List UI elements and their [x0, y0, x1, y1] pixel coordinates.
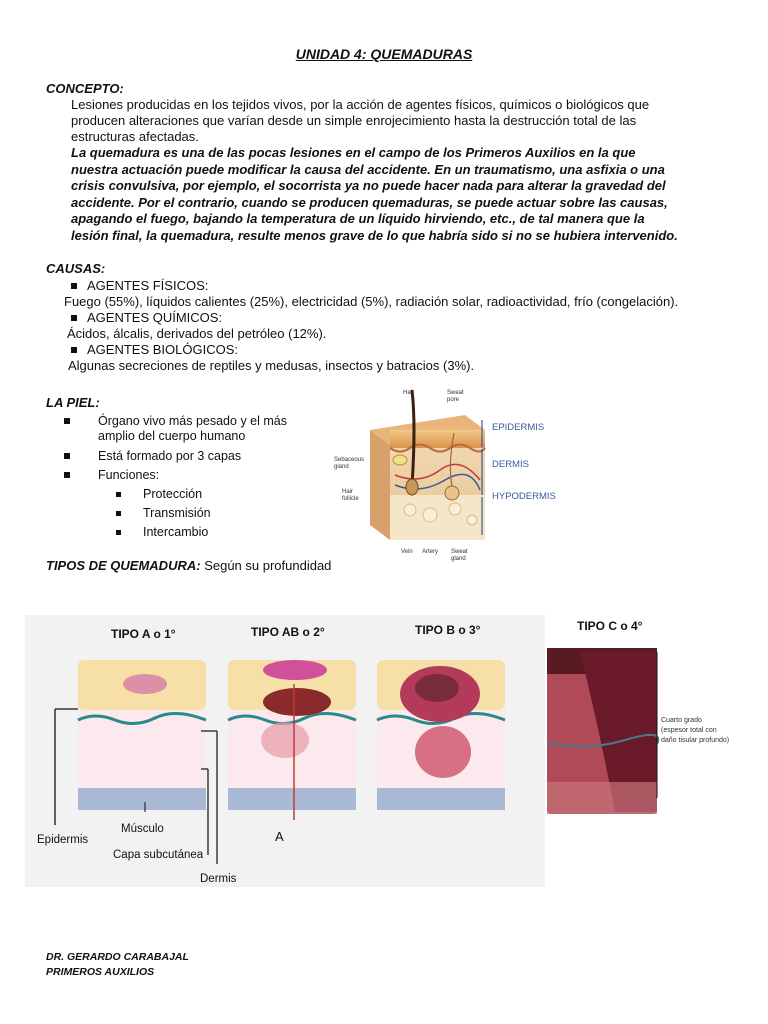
causas-detail: Algunas secreciones de reptiles y medusas, insectos y batracios (3%). [68, 358, 475, 373]
sweat-gland [445, 486, 459, 500]
concepto-text [71, 97, 741, 145]
tipos-heading: TIPOS DE QUEMADURA: [46, 558, 201, 573]
causas-item: AGENTES FÍSICOS: [64, 278, 754, 294]
sebaceous-label-2: gland [334, 464, 349, 470]
sebaceous-gland [393, 455, 407, 465]
bullet-icon [64, 453, 70, 459]
cuarto-grado-label-3: daño tisular profundo) [661, 737, 730, 744]
tipo-ab-label: TIPO AB o 2° [251, 625, 325, 639]
skin-anatomy-diagram [330, 385, 570, 570]
causas-item: AGENTES BIOLÓGICOS: [64, 342, 754, 358]
capa-subcutanea-label: Capa subcutánea [113, 849, 204, 861]
footer [46, 950, 189, 980]
funcion-item: Transmisión [64, 506, 334, 521]
tipo-a-label: TIPO A o 1° [111, 627, 176, 641]
funcion-item: Intercambio [64, 525, 334, 540]
skin-side [370, 430, 390, 540]
sweat-pore-label: Sweat [447, 390, 464, 396]
sweat-gland-label-2: gland [451, 556, 466, 562]
sweat-gland-label: Sweat [451, 549, 468, 555]
ab-label: A [275, 829, 284, 844]
bullet-icon [64, 472, 70, 478]
tipo-b-label: TIPO B o 3° [415, 623, 481, 637]
dermis-diagram-label: Dermis [200, 873, 237, 885]
piel-list [64, 414, 334, 540]
tipo-ab-muscle [228, 788, 356, 810]
hair-follicle [406, 479, 418, 495]
hair-follicle-label-2: follicle [342, 496, 359, 502]
tipo-a-muscle [78, 788, 206, 810]
tipo-ab-blister [263, 660, 327, 680]
concepto-line: Lesiones producidas en los tejidos vivos, por la acción de agentes físicos, químicos o biológicos que [71, 97, 650, 112]
hypodermis-label: HYPODERMIS [492, 491, 556, 502]
burn-types-diagram [25, 612, 745, 892]
tipo-ab-burn [263, 688, 331, 716]
bullet-icon [71, 315, 77, 321]
cuarto-grado-label-2: (espesor total con [661, 727, 717, 734]
concepto-bold-line: nuestra actuación puede modificar la causa del accidente. En un traumatismo, una asfixia o una [71, 161, 665, 177]
tipo-b-muscle [377, 788, 505, 810]
sebaceous-label: Sebaceous [334, 457, 365, 463]
dermis-label: DERMIS [492, 459, 529, 470]
epidermis-diagram-label: Epidermis [37, 834, 89, 846]
cuarto-grado-label: Cuarto grado [661, 717, 702, 724]
concepto-bold-line: crisis convulsiva, por ejemplo, el socorrista ya no puede hacer nada para alterar la gravedad del [71, 178, 666, 193]
bullet-icon [116, 511, 121, 516]
causas-list [64, 278, 754, 374]
piel-item: Está formado por 3 capas [64, 449, 334, 464]
piel-item: Funciones: [64, 468, 334, 483]
tipo-c-label: TIPO C o 4° [577, 619, 643, 633]
causas-heading: CAUSAS: [46, 261, 106, 276]
concepto-heading: CONCEPTO: [46, 81, 124, 96]
concepto-line: estructuras afectadas. [71, 129, 199, 144]
sweat-pore-label-2: pore [447, 397, 460, 403]
hair-label: Hair [403, 390, 415, 396]
epidermis-layer [390, 430, 485, 448]
concepto-bold-line: La quemadura es una de las pocas lesiones en el campo de los Primeros Auxilios en la que [71, 145, 636, 160]
tipo-a-burn [123, 674, 167, 694]
footer-author: DR. GERARDO CARABAJAL [46, 951, 189, 963]
concepto-line: producen alteraciones que varían desde un simple enrojecimiento hasta la destrucción total de las [71, 113, 637, 128]
piel-heading: LA PIEL: [46, 395, 100, 410]
concepto-bold-line: lesión final, la quemadura, resulte menos grave de lo que habría sido si no se hubiera intervenido. [71, 227, 678, 243]
bullet-icon [116, 530, 121, 535]
bullet-icon [71, 347, 77, 353]
piel-item: Órgano vivo más pesado y el más amplio del cuerpo humano [64, 414, 334, 444]
vein-label: Vein [401, 549, 413, 555]
causas-detail: Fuego (55%), líquidos calientes (25%), electricidad (5%), radiación solar, radioactividad, frío (congelación). [64, 294, 679, 309]
bullet-icon [71, 283, 77, 289]
tipos-subtitle: Según su profundidad [204, 558, 332, 573]
bullet-icon [64, 418, 70, 424]
epidermis-label: EPIDERMIS [492, 422, 545, 433]
hair-follicle-label: Hair [342, 489, 354, 495]
artery-label: Artery [422, 549, 439, 555]
concepto-bold-line: apagando el fuego, bajando la temperatura de un líquido hirviendo, etc., de tal manera que la [71, 211, 645, 226]
footer-course: PRIMEROS AUXILIOS [46, 966, 155, 978]
causas-detail: Ácidos, álcalis, derivados del petróleo (12%). [67, 326, 327, 341]
bullet-icon [116, 492, 121, 497]
funcion-item: Protección [64, 487, 334, 502]
causas-item: AGENTES QUÍMICOS: [64, 310, 754, 326]
concepto-bold-text [71, 145, 751, 244]
page-title: UNIDAD 4: QUEMADURAS [295, 46, 473, 62]
concepto-bold-line: accidente. Por el contrario, cuando se producen quemaduras, se puede actuar sobre las causas, [71, 194, 668, 210]
tipos-heading-line [46, 558, 331, 573]
musculo-label: Músculo [121, 823, 164, 835]
